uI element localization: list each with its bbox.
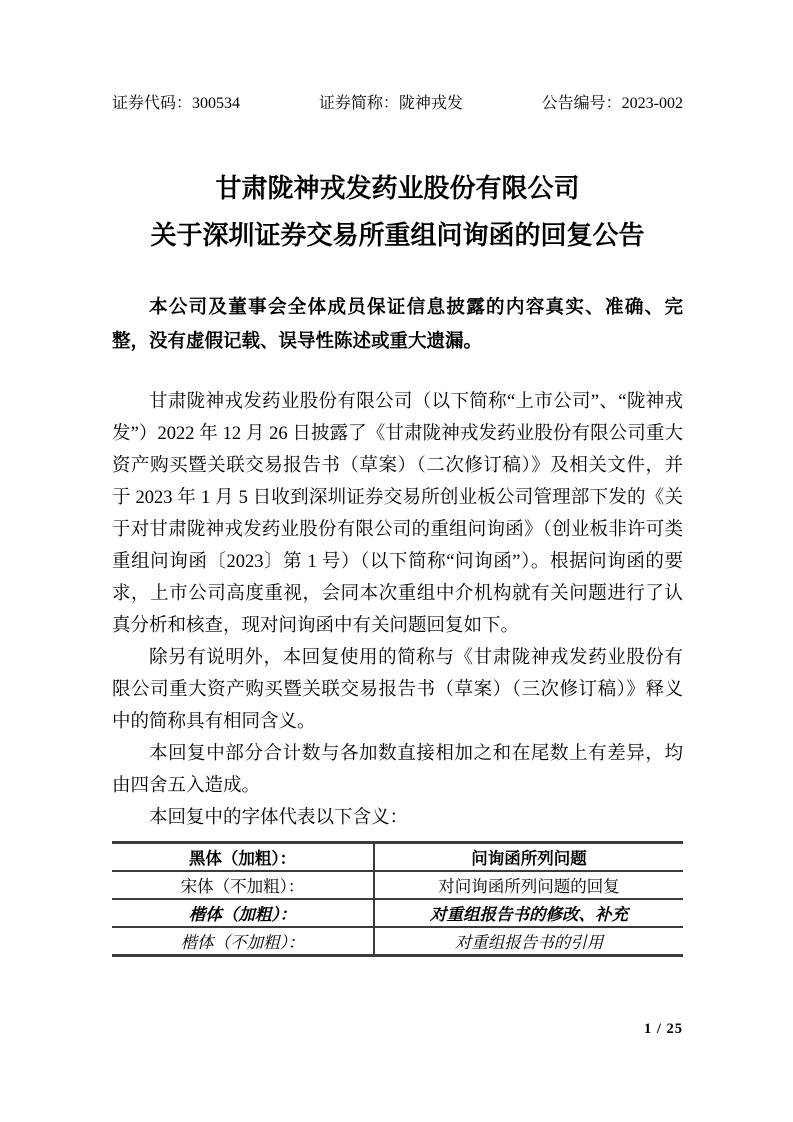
font-legend-table — [112, 841, 683, 957]
doc-title-line-1: 甘肃陇神戎发药业股份有限公司 — [215, 174, 580, 203]
font-name-cell: 宋体（不加粗）： — [112, 871, 374, 899]
table-row-songti — [112, 871, 683, 899]
body-text-block — [112, 386, 683, 834]
font-meaning-cell: 对重组报告书的修改、补充 — [374, 899, 683, 927]
table-row-kaiti-regular — [112, 927, 683, 956]
font-table-intro: 本回复中的字体代表以下含义： — [149, 808, 409, 828]
body-paragraph-3: 本回复中部分合计数与各加数直接相加之和在尾数上有差异，均由四舍五入造成。 — [112, 744, 683, 796]
doc-title-line-2: 关于深圳证券交易所重组问询函的回复公告 — [150, 221, 645, 250]
body-paragraph-1: 甘肃陇神戎发药业股份有限公司（以下简称“上市公司”、“陇神戎发”）2022 年 12 月 26 日披露了《甘肃陇神戎发药业股份有限公司重大资产购买暨关联交易报告书（草案）（二次修订稿）》及相关文件，并于 2023 年 1 月 5 日收到深圳证券交易所创业板公司管理部下发的《关于对甘肃陇神戎发药业股份有限公司的重组问询函》（创业板非许可类重组问询函〔2023〕第 1 号）（以下简称“问询函”）。根据问询函的要求，上市公司高度重视，会同本次重组中介机构就有关问题进行了认真分析和核查，现对问询函中有关问题回复如下。 — [112, 392, 683, 636]
document-header — [112, 93, 683, 114]
font-name-cell: 黑体（加粗）： — [112, 843, 374, 872]
table-row-heiti — [112, 843, 683, 872]
announcement-no-label: 公告编号：2023-002 — [541, 95, 683, 112]
stock-abbr-label: 证券简称：陇神戎发 — [318, 95, 463, 112]
stock-code-label: 证券代码：300534 — [112, 95, 241, 112]
font-meaning-cell: 对重组报告书的引用 — [374, 927, 683, 956]
font-name-cell: 楷体（不加粗）： — [112, 927, 374, 956]
font-meaning-cell: 问询函所列问题 — [471, 850, 587, 868]
table-row-kaiti-bold — [112, 899, 683, 927]
body-paragraph-2: 除另有说明外，本回复使用的简称与《甘肃陇神戎发药业股份有限公司重大资产购买暨关联交易报告书（草案）（三次修订稿）》释义中的简称具有相同含义。 — [112, 648, 683, 732]
font-meaning-cell: 对问询函所列问题的回复 — [374, 871, 683, 899]
document-title — [112, 165, 683, 259]
page-number: 1 / 25 — [643, 1021, 683, 1037]
board-disclaimer-paragraph: 本公司及董事会全体成员保证信息披露的内容真实、准确、完整，没有虚假记载、误导性陈述或重大遗漏。 — [112, 296, 683, 351]
font-name-cell: 楷体（加粗）： — [112, 899, 374, 927]
